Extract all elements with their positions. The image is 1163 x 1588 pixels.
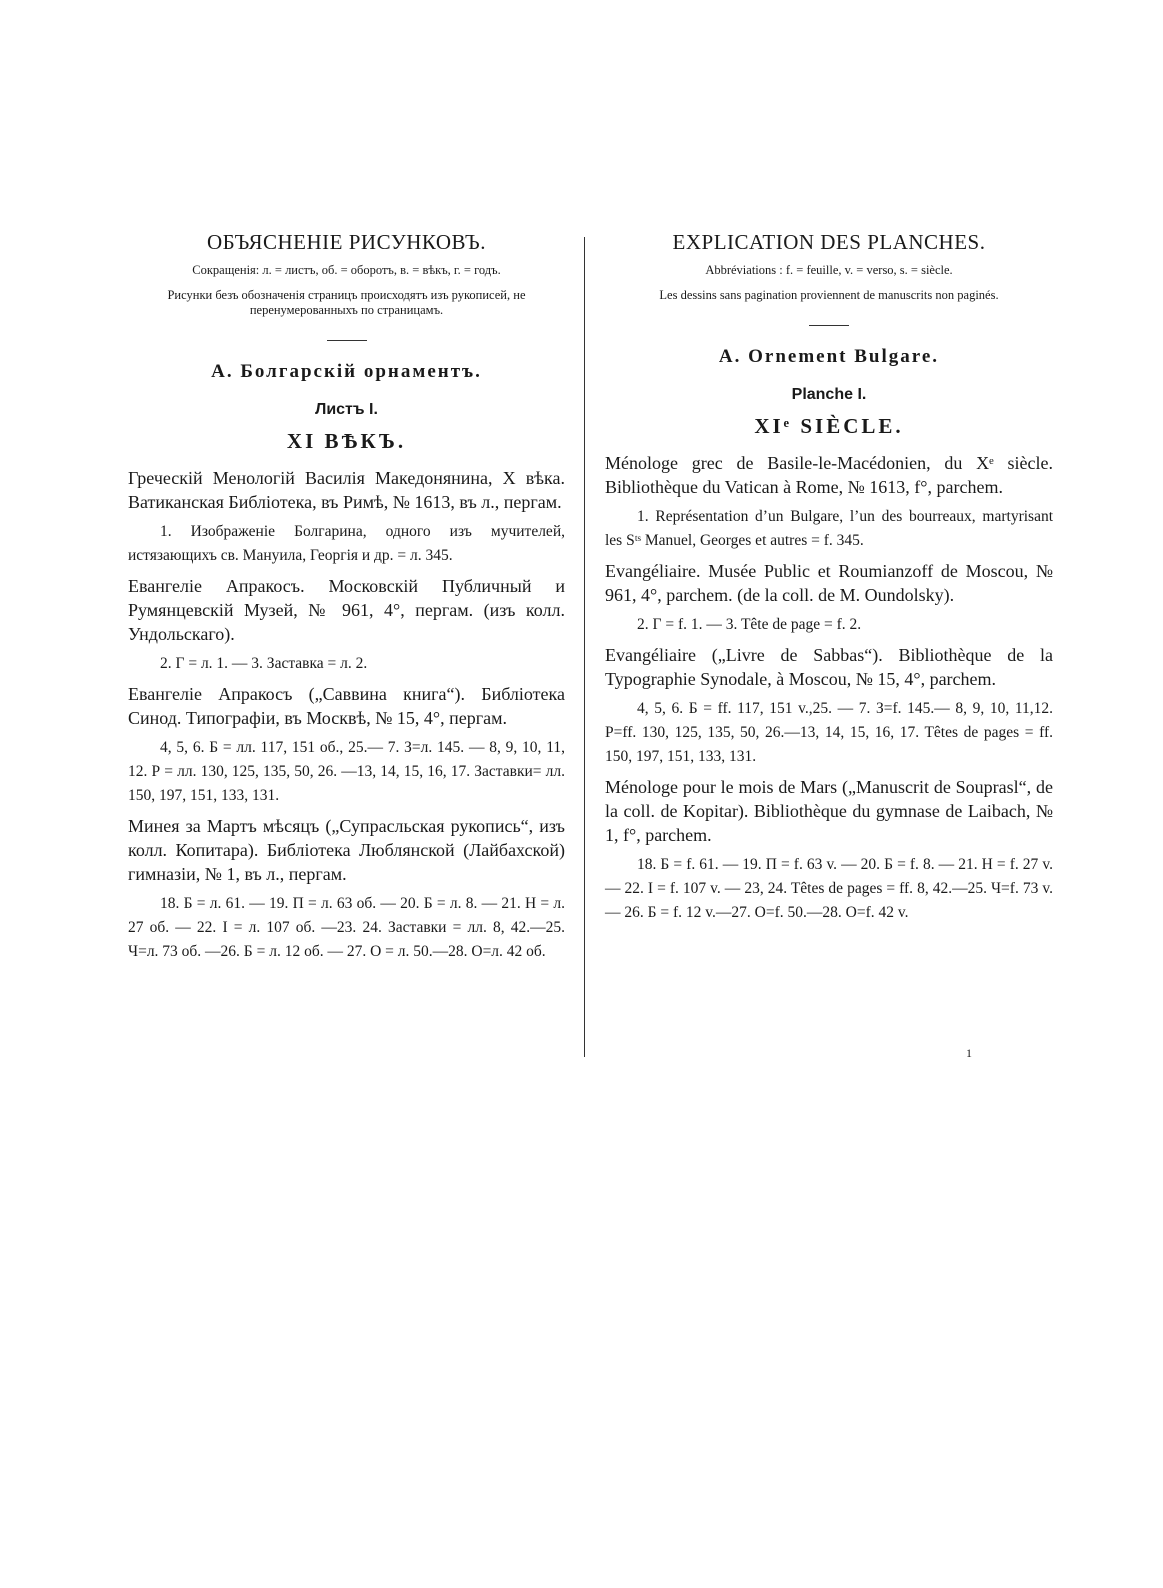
russian-column [128, 230, 565, 970]
left-plate-heading: Листъ I. [315, 401, 378, 418]
left-abbreviations: Сокращенія: л. = листъ, об. = оборотъ, в. = вѣкъ, г. = годъ. [192, 263, 501, 277]
right-divider [809, 325, 849, 326]
right-paragraph-1: Ménologe grec de Basile-le-Macédonien, du Xᵉ siècle. Bibliothèque du Vatican à Rome, № 1613, f°, parchem. [605, 453, 1053, 497]
left-divider [327, 340, 367, 341]
right-plate-heading: Planche I. [791, 386, 867, 403]
left-paragraph-3: Евангеліе Апракосъ („Саввина книга“). Библіотека Синод. Типографіи, въ Москвѣ, № 15, 4°, пергам. [128, 684, 565, 728]
right-title: EXPLICATION DES PLANCHES. [672, 230, 986, 254]
left-paragraph-4: Минея за Мартъ мѣсяцъ („Супрасльская рукопись“, изъ колл. Копитара). Библіотека Люблянской (Лайбахской) гимназіи, № 1, въ л., пергам. [128, 816, 565, 884]
left-entry-4: 18. Б = л. 61. — 19. П = л. 63 об. — 20. Б = л. 8. — 21. Н = л. 27 об. — 22. I = л. 107 об. —23. 24. Заставки = лл. 8, 42.—25. Ч=л. 73 об. —26. Б = л. 12 об. — 27. О = л. 50.—28. О=л. 42 об. [128, 895, 565, 960]
right-section-heading: A. Ornement Bulgare. [718, 346, 940, 367]
left-paragraph-1: Греческій Менологій Василія Македонянина, X вѣка. Ватиканская Библіотека, въ Римѣ, № 1613, въ л., пергам. [128, 468, 565, 512]
left-title: ОБЪЯСНЕНІЕ РИСУНКОВЪ. [207, 230, 486, 254]
right-entry-2: 2. Г = f. 1. — 3. Tête de page = f. 2. [637, 616, 862, 633]
right-century-heading: XIᵉ SIÈCLE. [754, 414, 904, 438]
right-paragraph-2: Evangéliaire. Musée Public et Roumianzoff de Moscou, № 961, 4°, parchem. (de la coll. de M. Oundolsky). [605, 561, 1053, 605]
right-paragraph-4: Ménologe pour le mois de Mars („Manuscrit de Souprasl“, de la coll. de Kopitar). Bibliothèque du gymnase de Laibach, № 1, f°, parchem. [605, 777, 1053, 845]
left-note: Рисунки безъ обозначенія страницъ происходятъ изъ рукописей, не перенумерованныхъ по страницамъ. [167, 288, 526, 317]
french-column [605, 230, 1053, 931]
column-divider [584, 237, 585, 1057]
right-paragraph-3: Evangéliaire („Livre de Sabbas“). Bibliothèque de la Typographie Synodale, à Moscou, № 15, 4°, parchem. [605, 645, 1053, 689]
right-entry-4: 18. Б = f. 61. — 19. П = f. 63 v. — 20. Б = f. 8. — 21. Н = f. 27 v. — 22. I = f. 107 v. — 23, 24. Têtes de pages = ff. 8, 42.—25. Ч=f. 73 v.— 26. Б = f. 12 v.—27. О=f. 50.—28. О=f. 42 v. [605, 856, 1053, 921]
left-entry-1: 1. Изображеніе Болгарина, одного изъ мучителей, истязающихъ св. Мануила, Георгія и др. = л. 345. [128, 523, 565, 564]
left-entry-3: 4, 5, 6. Б = лл. 117, 151 об., 25.— 7. З=л. 145. — 8, 9, 10, 11, 12. Р = лл. 130, 125, 135, 50, 26. —13, 14, 15, 16, 17. Заставки= лл. 150, 197, 151, 133, 131. [128, 739, 565, 804]
left-section-heading: А. Болгарскій орнаментъ. [211, 361, 482, 382]
right-entry-1: 1. Représentation d’un Bulgare, l’un des bourreaux, martyrisant les Sᵗˢ Manuel, Georges et autres = f. 345. [605, 508, 1053, 549]
left-entry-2: 2. Г = л. 1. — 3. Заставка = л. 2. [160, 655, 368, 672]
left-century-heading: XI ВѢКЪ. [286, 429, 407, 453]
right-note: Les dessins sans pagination proviennent de manuscrits non paginés. [659, 288, 999, 302]
page-number: 1 [966, 1046, 972, 1060]
right-entry-3: 4, 5, 6. Б = ff. 117, 151 v.,25. — 7. З=f. 145.— 8, 9, 10, 11,12. Р=ff. 130, 125, 135, 50, 26.—13, 14, 15, 16, 17. Têtes de pages = ff. 150, 197, 151, 133, 131. [605, 700, 1053, 765]
left-paragraph-2: Евангеліе Апракосъ. Московскій Публичный и Румянцевскій Музей, № 961, 4°, пергам. (изъ колл. Ундольскаго). [128, 576, 565, 644]
right-abbreviations: Abbréviations : f. = feuille, v. = verso, s. = siècle. [705, 263, 953, 277]
